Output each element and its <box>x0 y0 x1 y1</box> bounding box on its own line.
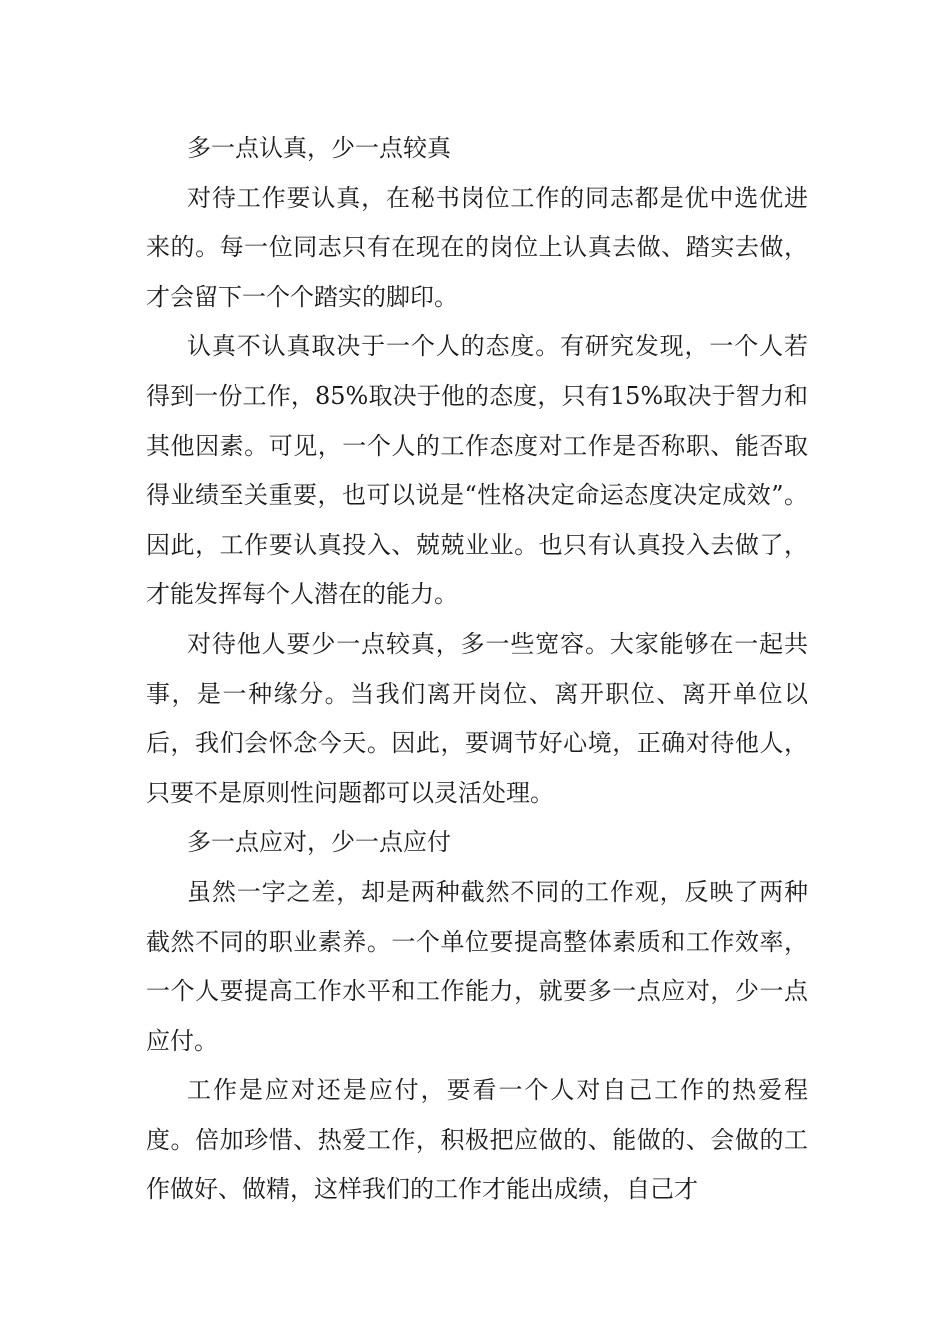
paragraph-2: 认真不认真取决于一个人的态度。有研究发现，一个人若得到一份工作，85%取决于他的态度，只有15%取决于智力和其他因素。可见，一个人的工作态度对工作是否称职、能否取得业绩至关重要，也可以说是“性格决定命运态度决定成效”。因此，工作要认真投入、兢兢业业。也只有认真投入去做了，才能发挥每个人潜在的能力。 <box>146 332 808 609</box>
paragraph-4: 虽然一字之差，却是两种截然不同的工作观，反映了两种截然不同的职业素养。一个单位要提高整体素质和工作效率，一个人要提高工作水平和工作能力，就要多一点应对，少一点应付。 <box>146 877 808 1055</box>
section-heading-1: 多一点认真，少一点较真 <box>187 134 451 162</box>
paragraph-3: 对待他人要少一点较真，多一些宽容。大家能够在一起共事，是一种缘分。当我们离开岗位、离开职位、离开单位以后，我们会怀念今天。因此，要调节好心境，正确对待他人，只要不是原则性问题都可以灵活处理。 <box>146 629 808 807</box>
section-heading-2: 多一点应对，少一点应付 <box>187 828 451 857</box>
document-body <box>146 124 808 1215</box>
paragraph-1: 对待工作要认真，在秘书岗位工作的同志都是优中选优进来的。每一位同志只有在现在的岗位上认真去做、踏实去做，才会留下一个个踏实的脚印。 <box>146 183 808 311</box>
paragraph-5: 工作是应对还是应付，要看一个人对自己工作的热爱程度。倍加珍惜、热爱工作，积极把应做的、能做的、会做的工作做好、做精，这样我们的工作才能出成绩，自己才 <box>146 1076 808 1204</box>
